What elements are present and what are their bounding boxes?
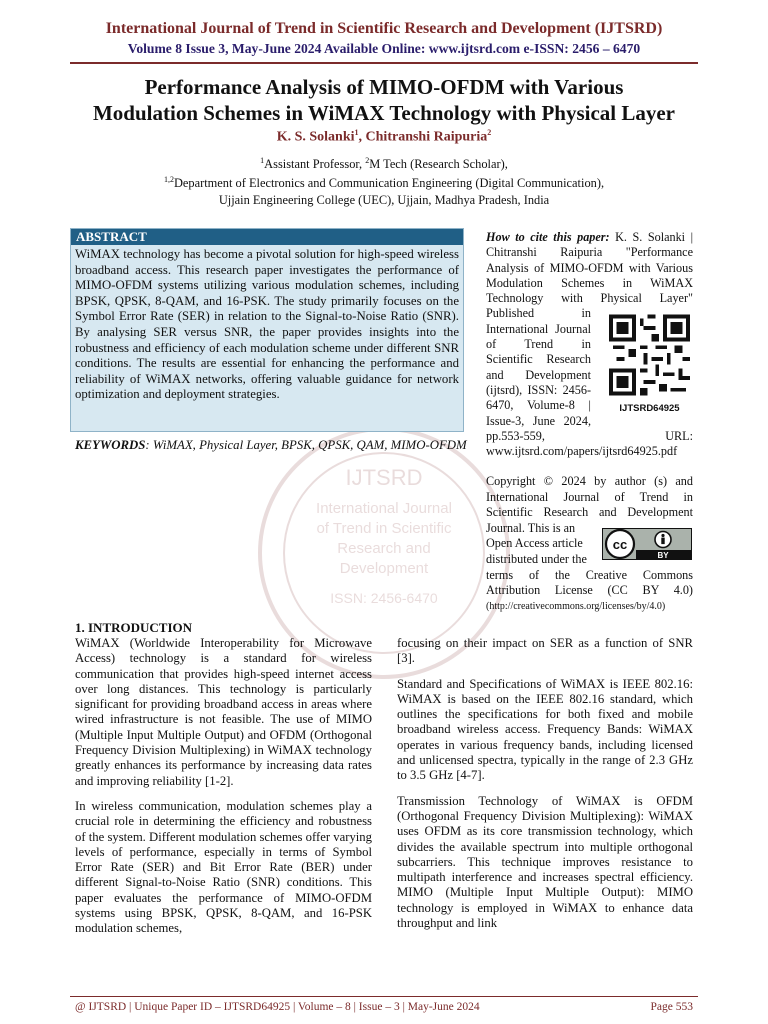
aff-role-2: M Tech (Research Scholar), — [369, 157, 508, 172]
citation-line: Technology with Physical Layer" — [486, 291, 693, 306]
body-paragraph: Transmission Technology of WiMAX is OFDM (Orthogonal Frequency Division Multiplexing): WiMAX uses OFDM as its core transmission technology, which divides the available spectrum into multiple orthogonal subcarriers. This technique improves resistance to multipath interference and increases spectral efficiency. MIMO (Multiple Input Multiple Output): MIMO technology is employed in WiMAX to enhance data throughput and link — [397, 793, 693, 931]
watermark-line-3: Research and — [337, 540, 431, 557]
copyright-line: International Journal of Trend in — [486, 489, 693, 504]
aff-sup-1: 1 — [260, 156, 265, 165]
watermark-line-4: Development — [339, 560, 429, 577]
author-1: K. S. Solanki — [276, 129, 355, 145]
cc-by-badge[interactable] — [602, 528, 692, 560]
cc-badge-text: cc — [612, 537, 628, 552]
watermark-issn: ISSN: 2456-6470 — [330, 590, 438, 606]
copyright-line: Journal. This is an — [486, 520, 576, 535]
title-line-1: Performance Analysis of MIMO-OFDM with Various — [144, 75, 624, 99]
citation-line: International Journal — [486, 321, 591, 336]
aff-dept: Department of Electronics and Communication Engineering (Digital Communication), — [173, 176, 605, 191]
footer — [75, 1001, 693, 1013]
aff-sup-2: 2 — [365, 156, 370, 165]
watermark-line-1: International Journal — [316, 500, 452, 517]
copyright-line: terms of the Creative Commons — [486, 567, 693, 582]
aff-role-1: Assistant Professor, — [264, 157, 366, 172]
keywords-label: KEYWORDS — [75, 438, 146, 452]
author-2-sup: 2 — [487, 128, 492, 137]
citation-line: pp.553-559, URL: — [486, 428, 693, 443]
volume-line: Volume 8 Issue 3, May-June 2024 Available Online: www.ijtsrd.com e-ISSN: 2456 – 6470 — [127, 41, 641, 56]
qr-code[interactable] — [609, 313, 690, 413]
abstract-box — [70, 228, 464, 432]
affiliation-dept — [0, 175, 768, 191]
citation-line: and Development — [486, 367, 591, 382]
copyright-line: distributed under the — [486, 551, 587, 566]
keywords-text: : WiMAX, Physical Layer, BPSK, QPSK, QAM, MIMO-OFDM — [145, 438, 467, 452]
footer-text: @ IJTSRD | Unique Paper ID – IJTSRD64925 | Volume – 8 | Issue – 3 | May-June 2024 — [75, 1001, 480, 1013]
author-1-sup: 1 — [354, 128, 359, 137]
body-paragraph: WiMAX (Worldwide Interoperability for Microwave Access) technology is a standard for wireless communication that provides high-speed internet access over long distances. This technology is particularly significant for providing broadband access in areas where wired infrastructure is not feasible. The use of MIMO (Multiple Input Multiple Output) and OFDM (Orthogonal Frequency Division Multiplexing) in WiMAX technology greatly enhances its performance by increasing data rates and improving reliability [1-2]. — [75, 636, 372, 788]
qr-code-icon — [609, 313, 690, 397]
copyright-line: Scientific Research and Development — [486, 505, 693, 520]
citation-line: Scientific Research — [486, 352, 591, 367]
by-badge-text: BY — [657, 551, 669, 560]
paper-title — [40, 74, 728, 126]
body-paragraph: In wireless communication, modulation schemes play a crucial role in determining the efficiency and robustness of the system. Different modulation schemes offer varying levels of performance, especially in terms of Symbol Error Rate (SER) and Bit Error Rate (BER) under different Signal-to-Noise Ratio (SNR) conditions. This paper evaluates the performance of MIMO-OFDM systems using BPSK, QPSK, 8-QAM, and 16-PSK modulation schemes, — [75, 798, 372, 936]
authors — [0, 128, 768, 146]
copyright-line: Attribution License (CC BY 4.0) — [486, 583, 693, 598]
citation-label: How to cite this paper: — [486, 230, 610, 244]
citation-line: Issue-3, June 2024, — [486, 413, 591, 428]
title-line-2: Modulation Schemes in WiMAX Technology with Physical Layer — [92, 101, 676, 125]
affiliation-roles — [0, 156, 768, 172]
citation-line: 6470, Volume-8 | — [486, 398, 591, 413]
keywords — [75, 438, 467, 454]
journal-name: International Journal of Trend in Scientific Research and Development (IJTSRD) — [105, 20, 663, 37]
citation-line: of Trend in — [486, 337, 591, 352]
header-divider — [70, 62, 698, 64]
license-url[interactable]: (http://creativecommons.org/licenses/by/4.0) — [486, 600, 666, 612]
abstract-text: WiMAX technology has become a pivotal solution for high-speed wireless broadband access. This research paper investigates the performance of MIMO-OFDM systems utilizing various modulation schemes, including BPSK, QPSK, 8-QAM, and 16-PSK. The study primarily focuses on the Symbol Error Rate (SER) in relation to the Signal-to-Noise Ratio (SNR). By analysing SER versus SNR, the paper provides insights into the robustness and efficiency of each modulation scheme under different SNR conditions. The results are essential for enhancing the performance and reliability of WiMAX networks, offering valuable guidance for network optimization and deployment strategies. — [75, 247, 459, 402]
page-number: Page 553 — [650, 1001, 693, 1013]
section-heading: 1. INTRODUCTION — [75, 620, 193, 635]
body-paragraph: focusing on their impact on SER as a function of SNR [3]. — [397, 636, 693, 666]
copyright-line: Copyright © 2024 by author (s) and — [486, 474, 693, 488]
author-separator: , — [358, 129, 366, 145]
citation-line: Modulation Schemes in WiMAX — [486, 275, 693, 290]
citation-url[interactable]: www.ijtsrd.com/papers/ijtsrd64925.pdf — [486, 444, 678, 459]
body-paragraph: Standard and Specifications of WiMAX is IEEE 802.16: WiMAX is based on the IEEE 802.16 standard, which outlines the specifications for both fixed and mobile broadband wireless access. Frequency Bands: WiMAX operates in various frequency bands, including licensed and unlicensed spectra, typically in the range of 2.3 GHz to 3.5 GHz [4-7]. — [397, 676, 693, 783]
copyright-line: Open Access article — [486, 536, 583, 551]
citation-line: Analysis of MIMO-OFDM with Various — [486, 260, 693, 275]
citation-line: Chitranshi Raipuria "Performance — [486, 245, 693, 260]
body-column-left — [75, 636, 372, 947]
aff-sup-12: 1,2 — [163, 175, 174, 184]
watermark-line-2: of Trend in Scientific — [316, 520, 452, 537]
citation-line: Published in — [486, 306, 591, 321]
affiliation-college: Ujjain Engineering College (UEC), Ujjain, Madhya Pradesh, India — [218, 193, 550, 207]
watermark-logo: IJTSRD — [345, 465, 423, 490]
body-column-right — [397, 636, 693, 941]
abstract-heading: ABSTRACT — [71, 229, 463, 245]
qr-code-id: IJTSRD64925 — [609, 402, 690, 416]
footer-divider — [70, 996, 698, 997]
citation-line: K. S. Solanki | — [615, 230, 694, 244]
author-2: Chitranshi Raipuria — [365, 129, 488, 145]
citation-line: (ijtsrd), ISSN: 2456- — [486, 382, 591, 397]
